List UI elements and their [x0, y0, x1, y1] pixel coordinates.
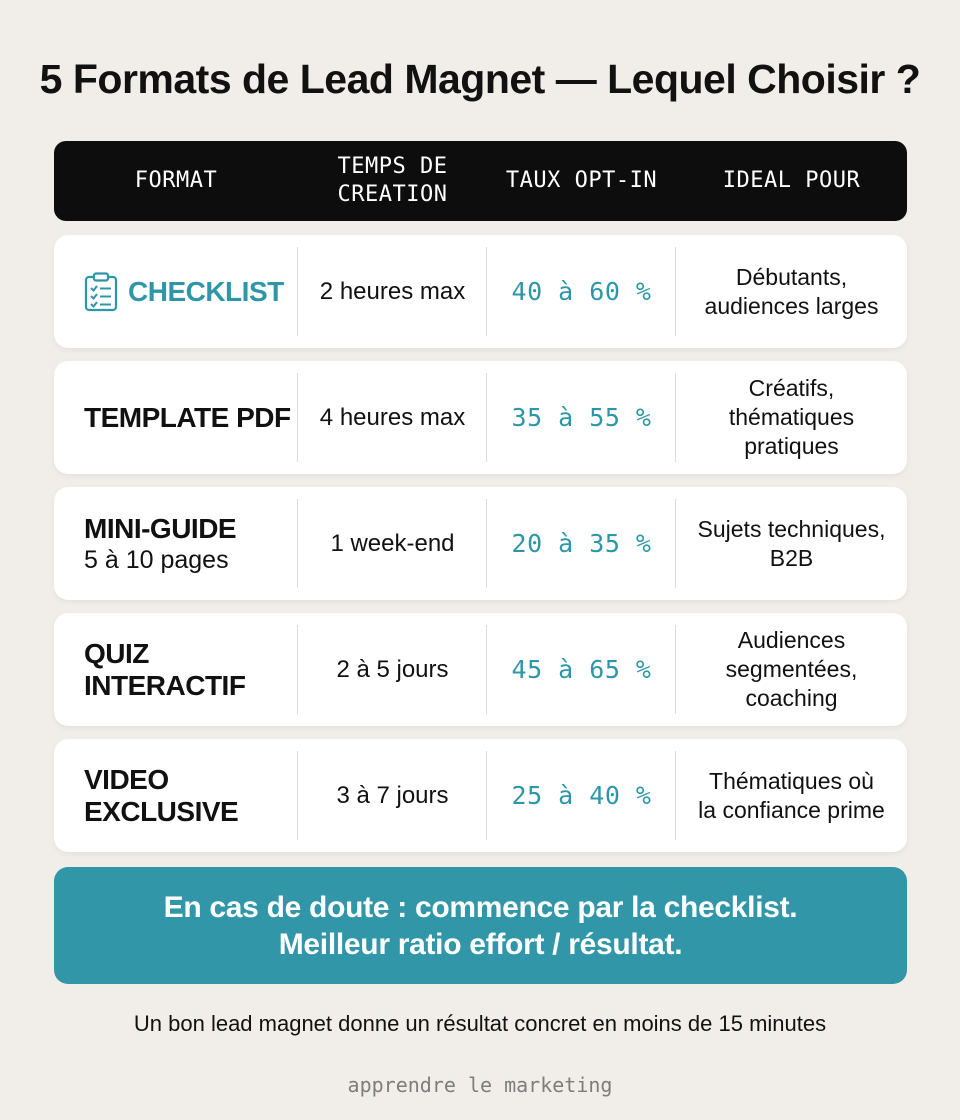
ideal-line: Audiences [737, 627, 846, 653]
header-time-line2: CREATION [337, 182, 448, 207]
format-cell [54, 235, 298, 348]
ideal-for [676, 613, 907, 726]
table-header [54, 141, 907, 221]
ideal-for [676, 235, 907, 348]
creation-time: 4 heures max [298, 361, 487, 474]
table-row-video-exclusive [54, 739, 907, 852]
ideal-line: audiences larges [704, 292, 879, 319]
footnote: Un bon lead magnet donne un résultat concret en moins de 15 minutes [133, 1011, 827, 1036]
format-name: TEMPLATE PDF [84, 401, 291, 433]
creation-time: 3 à 7 jours [298, 739, 487, 852]
banner-line1: En cas de doute : commence par la checklist. [163, 890, 798, 924]
header-rate: TAUX OPT-IN [505, 168, 658, 193]
table-row-checklist [54, 235, 907, 348]
creation-time: 1 week-end [298, 487, 487, 600]
optin-rate: 35 à 55 % [487, 361, 676, 474]
ideal-line: Créatifs, [748, 375, 835, 401]
ideal-for [676, 487, 907, 600]
optin-rate: 45 à 65 % [487, 613, 676, 726]
recommendation-banner [54, 867, 907, 984]
header-format: FORMAT [134, 168, 218, 193]
table-row-quiz-interactif [54, 613, 907, 726]
creation-time: 2 à 5 jours [298, 613, 487, 726]
format-name: VIDEO [84, 763, 169, 795]
page-title: 5 Formats de Lead Magnet — Lequel Choisir ? [39, 56, 921, 102]
table-row-mini-guide [54, 487, 907, 600]
format-cell [54, 613, 298, 726]
ideal-line: la confiance prime [698, 796, 885, 823]
ideal-line: Débutants, [735, 263, 848, 290]
creation-time: 2 heures max [298, 235, 487, 348]
ideal-line: coaching [745, 685, 838, 711]
header-time-line1: TEMPS DE [337, 154, 448, 179]
ideal-line: B2B [769, 544, 814, 571]
ideal-line: thématiques [728, 404, 855, 430]
optin-rate: 40 à 60 % [487, 235, 676, 348]
format-cell [54, 361, 298, 474]
format-cell [54, 487, 298, 600]
header-ideal: IDEAL POUR [722, 168, 861, 193]
ideal-for [676, 739, 907, 852]
brand-signature: apprendre le marketing [347, 1073, 613, 1097]
format-name: QUIZ [84, 637, 149, 669]
clipboard-checklist-icon [84, 272, 118, 312]
ideal-line: pratiques [744, 433, 839, 459]
format-name: MINI-GUIDE [84, 512, 237, 544]
format-name: CHECKLIST [128, 275, 284, 307]
ideal-line: segmentées, [725, 656, 858, 682]
header-time [298, 153, 487, 209]
banner-line2: Meilleur ratio effort / résultat. [278, 927, 683, 961]
ideal-for [676, 361, 907, 474]
format-name-line2: EXCLUSIVE [84, 795, 239, 827]
format-cell [54, 739, 298, 852]
ideal-line: Thématiques où [709, 767, 874, 794]
optin-rate: 20 à 35 % [487, 487, 676, 600]
format-subtitle: 5 à 10 pages [84, 545, 229, 574]
ideal-line: Sujets techniques, [697, 515, 886, 542]
table-row-template-pdf [54, 361, 907, 474]
format-name-line2: INTERACTIF [84, 669, 246, 701]
optin-rate: 25 à 40 % [487, 739, 676, 852]
